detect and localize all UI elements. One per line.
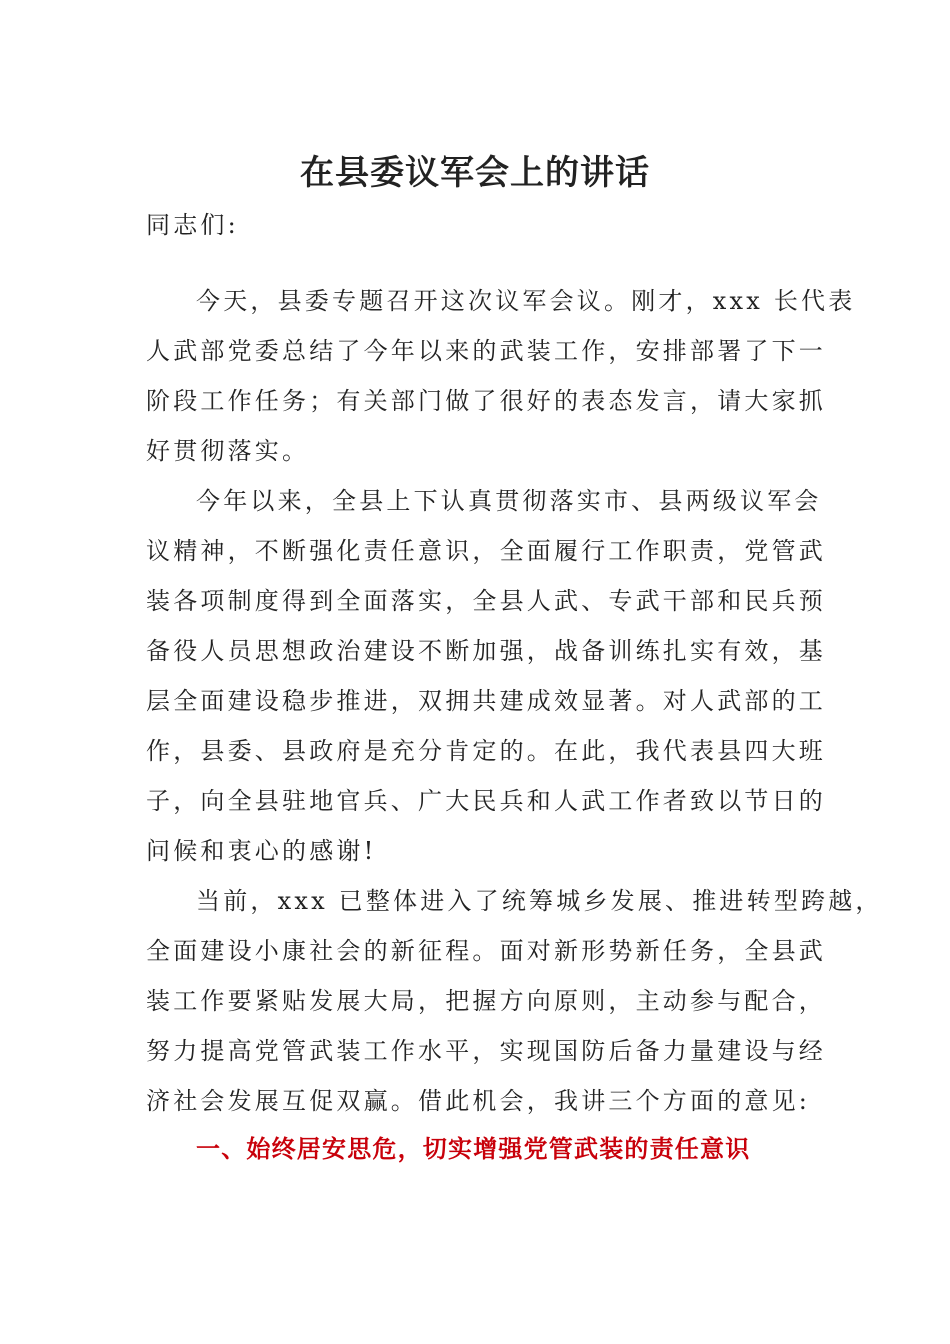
paragraph-2-line-2: 议精神，不断强化责任意识，全面履行工作职责，党管武 — [146, 537, 826, 565]
paragraph-2-line-6: 作，县委、县政府是充分肯定的。在此，我代表县四大班 — [146, 737, 826, 765]
salutation: 同志们: — [146, 211, 239, 239]
paragraph-2-line-1: 今年以来，全县上下认真贯彻落实市、县两级议军会 — [196, 487, 822, 515]
paragraph-3-line-1: 当前，xxx 已整体进入了统筹城乡发展、推进转型跨越， — [196, 887, 883, 915]
paragraph-2-line-5: 层全面建设稳步推进，双拥共建成效显著。对人武部的工 — [146, 687, 826, 715]
paragraph-1-line-3: 阶段工作任务；有关部门做了很好的表态发言，请大家抓 — [146, 387, 826, 415]
paragraph-3-line-5: 济社会发展互促双赢。借此机会，我讲三个方面的意见: — [146, 1087, 811, 1115]
paragraph-2-line-3: 装各项制度得到全面落实，全县人武、专武干部和民兵预 — [146, 587, 826, 615]
paragraph-3-line-2: 全面建设小康社会的新征程。面对新形势新任务，全县武 — [146, 937, 826, 965]
paragraph-3-line-4: 努力提高党管武装工作水平，实现国防后备力量建设与经 — [146, 1037, 826, 1065]
paragraph-3-line-3: 装工作要紧贴发展大局，把握方向原则，主动参与配合， — [146, 987, 826, 1015]
document-title: 在县委议军会上的讲话 — [300, 153, 650, 193]
paragraph-1-line-4: 好贯彻落实。 — [146, 437, 310, 465]
paragraph-1-line-2: 人武部党委总结了今年以来的武装工作，安排部署了下一 — [146, 337, 826, 365]
paragraph-2-line-4: 备役人员思想政治建设不断加强，战备训练扎实有效，基 — [146, 637, 826, 665]
paragraph-1-line-1: 今天，县委专题召开这次议军会议。刚才，xxx 长代表 — [196, 287, 856, 315]
paragraph-2-line-7: 子，向全县驻地官兵、广大民兵和人武工作者致以节日的 — [146, 787, 826, 815]
paragraph-2-line-8: 问候和衷心的感谢! — [146, 837, 377, 865]
section-heading: 一、始终居安思危，切实增强党管武装的责任意识 — [196, 1135, 751, 1163]
